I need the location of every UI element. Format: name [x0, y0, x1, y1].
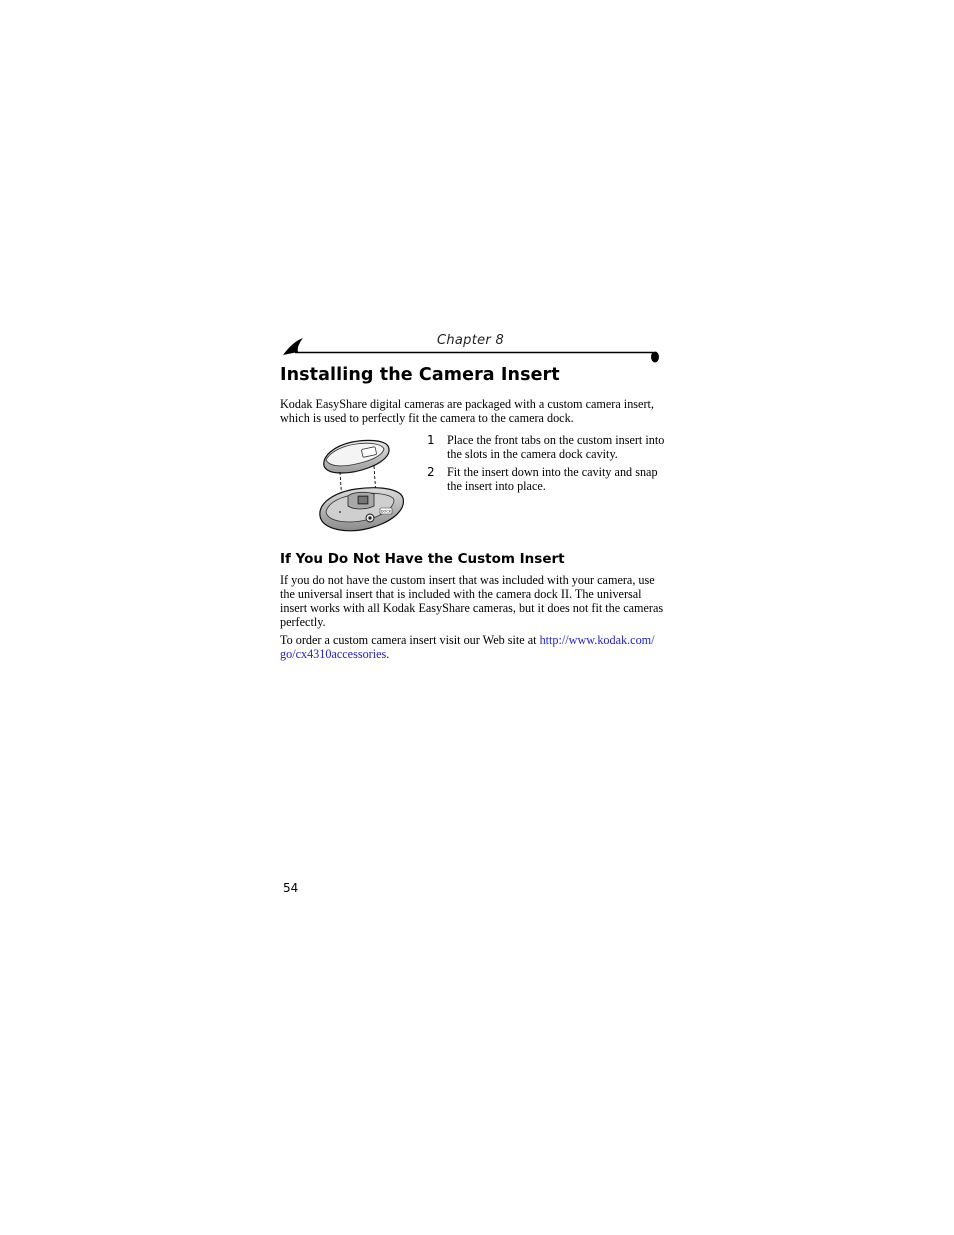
subsection-title: If You Do Not Have the Custom Insert	[280, 551, 565, 567]
section-title: Installing the Camera Insert	[280, 365, 560, 385]
camera-dock-insert-illustration-icon	[312, 436, 408, 545]
chapter-label: Chapter 8	[437, 333, 505, 348]
step-text: Fit the insert down into the cavity and snap the insert into place.	[447, 465, 658, 493]
step-number: 2	[427, 465, 435, 479]
step-number: 1	[427, 433, 435, 447]
kodak-accessories-link[interactable]: http://www.kodak.com/ go/cx4310accessories	[280, 633, 655, 661]
order-text: To order a custom camera insert visit our Web site at	[280, 633, 540, 647]
step-item	[427, 433, 667, 461]
step-text: Place the front tabs on the custom insert into the slots in the camera dock cavity.	[447, 433, 665, 461]
order-text-end: .	[386, 647, 390, 661]
step-item	[427, 465, 667, 493]
order-insert-paragraph	[280, 633, 665, 661]
page-number: 54	[283, 881, 299, 895]
chapter-header	[281, 330, 661, 366]
intro-paragraph: Kodak EasyShare digital cameras are packaged with a custom camera insert, which is used to perfectly fit the camera to the camera dock.	[280, 397, 654, 425]
installation-steps	[427, 433, 667, 497]
dock-badge-label: DOCK	[380, 509, 392, 514]
universal-insert-paragraph: If you do not have the custom insert that was included with your camera, use the universal insert that is included with the camera dock II. The universal insert works with all Kodak EasyShare cameras, but it does not fit the cameras perfectly.	[280, 573, 664, 629]
